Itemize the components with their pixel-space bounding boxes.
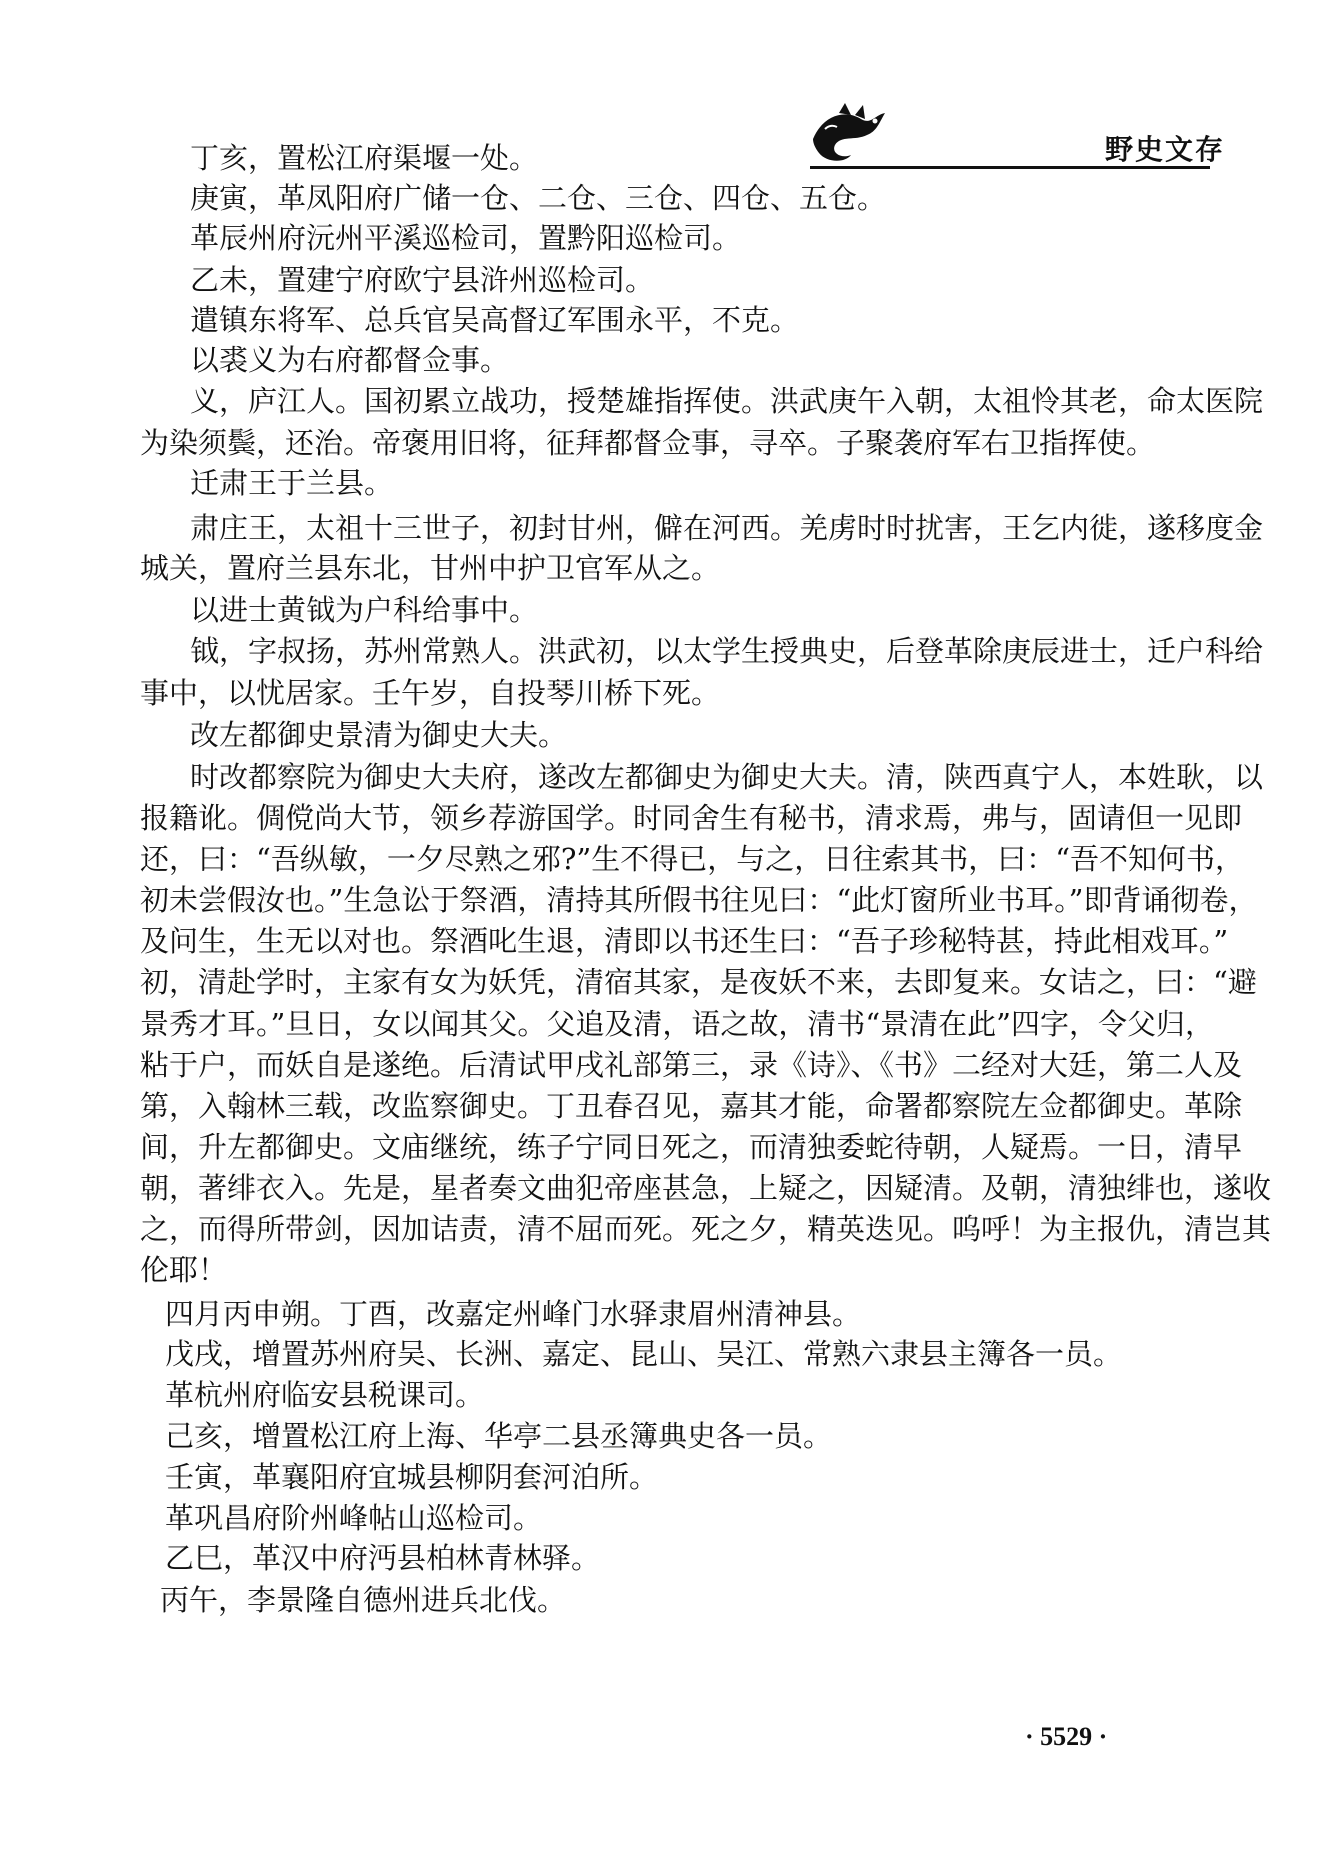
text-line: 还，曰：“吾纵敏，一夕尽熟之邪?”生不得已，与之，日往索其书，曰：“吾不知何书， bbox=[140, 842, 1245, 876]
text-line: 迁肃王于兰县。 bbox=[190, 466, 394, 500]
header-rule bbox=[810, 166, 1210, 169]
text-line: 遣镇东将军、总兵官吴高督辽军围永平，不克。 bbox=[190, 303, 800, 337]
page-number: · 5529 · bbox=[1025, 1722, 1108, 1751]
text-line: 乙巳，革汉中府沔县柏林青林驿。 bbox=[165, 1541, 601, 1575]
text-line: 粘于户，而妖自是遂绝。后清试甲戌礼部第三，录《诗》、《书》二经对大廷，第二人及 bbox=[140, 1048, 1243, 1082]
text-line: 丁亥，置松江府渠堰一处。 bbox=[190, 141, 539, 175]
text-line: 改左都御史景清为御史大夫。 bbox=[190, 718, 568, 752]
text-line: 时改都察院为御史大夫府，遂改左都御史为御史大夫。清，陕西真宁人，本姓耿，以 bbox=[190, 760, 1264, 794]
text-line: 之，而得所带剑，因加诘责，清不屈而死。死之夕，精英迭见。呜呼！为主报仇，清岂其 bbox=[140, 1212, 1272, 1246]
text-line: 革巩昌府阶州峰帖山巡检司。 bbox=[165, 1501, 543, 1535]
text-line: 间，升左都御史。文庙继统，练子宁同日死之，而清独委蛇待朝，人疑焉。一日，清早 bbox=[140, 1130, 1243, 1164]
text-line: 以进士黄钺为户科给事中。 bbox=[190, 593, 539, 627]
text-line: 第，入翰林三载，改监察御史。丁丑春召见，嘉其才能，命署都察院左佥都御史。革除 bbox=[140, 1089, 1243, 1123]
text-line: 己亥，增置松江府上海、华亭二县丞簿典史各一员。 bbox=[165, 1419, 833, 1453]
text-line: 壬寅，革襄阳府宜城县柳阴套河泊所。 bbox=[165, 1460, 659, 1494]
text-line: 钺，字叔扬，苏州常熟人。洪武初，以太学生授典史，后登革除庚辰进士，迁户科给 bbox=[190, 634, 1264, 668]
text-line: 及问生，生无以对也。祭酒叱生退，清即以书还生曰：“吾子珍秘特甚，持此相戏耳。” bbox=[140, 924, 1229, 958]
text-line: 报籍讹。倜傥尚大节，领乡荐游国学。时同舍生有秘书，清求焉，弗与，固请但一见即 bbox=[140, 801, 1243, 835]
text-line: 初未尝假汝也。”生急讼于祭酒，清持其所假书往见曰：“此灯窗所业书耳。”即背诵彻卷， bbox=[140, 883, 1258, 917]
text-line: 四月丙申朔。丁酉，改嘉定州峰门水驿隶眉州清神县。 bbox=[165, 1297, 862, 1331]
text-line: 乙未，置建宁府欧宁县浒州巡检司。 bbox=[190, 263, 655, 297]
dragon-logo-icon bbox=[805, 95, 895, 165]
text-line: 以裘义为右府都督佥事。 bbox=[190, 343, 510, 377]
text-line: 革杭州府临安县税课司。 bbox=[165, 1378, 485, 1412]
text-line: 为染须鬓，还治。帝褒用旧将，征拜都督佥事，寻卒。子聚袭府军右卫指挥使。 bbox=[140, 426, 1156, 460]
text-line: 景秀才耳。”旦日，女以闻其父。父追及清，语之故，清书“景清在此”四字，令父归， bbox=[140, 1007, 1214, 1041]
text-line: 朝，著绯衣入。先是，星者奏文曲犯帝座甚急，上疑之，因疑清。及朝，清独绯也，遂收 bbox=[140, 1171, 1272, 1205]
text-line: 庚寅，革凤阳府广储一仓、二仓、三仓、四仓、五仓。 bbox=[190, 181, 887, 215]
text-line: 事中，以忧居家。壬午岁，自投琴川桥下死。 bbox=[140, 676, 721, 710]
text-line: 戊戌，增置苏州府吴、长洲、嘉定、昆山、吴江、常熟六隶县主簿各一员。 bbox=[165, 1337, 1123, 1371]
text-line: 伦耶！ bbox=[140, 1253, 228, 1287]
text-line: 城关，置府兰县东北，甘州中护卫官军从之。 bbox=[140, 551, 721, 585]
text-line: 革辰州府沅州平溪巡检司，置黔阳巡检司。 bbox=[190, 221, 742, 255]
text-line: 丙午，李景隆自德州进兵北伐。 bbox=[160, 1583, 567, 1617]
text-line: 初，清赴学时，主家有女为妖凭，清宿其家，是夜妖不来，去即复来。女诘之，曰：“避 bbox=[140, 965, 1257, 999]
text-line: 义，庐江人。国初累立战功，授楚雄指挥使。洪武庚午入朝，太祖怜其老，命太医院 bbox=[190, 384, 1264, 418]
series-title: 野史文存 bbox=[1105, 133, 1226, 166]
text-line: 肃庄王，太祖十三世子，初封甘州，僻在河西。羌虏时时扰害，王乞内徙，遂移度金 bbox=[190, 511, 1264, 545]
